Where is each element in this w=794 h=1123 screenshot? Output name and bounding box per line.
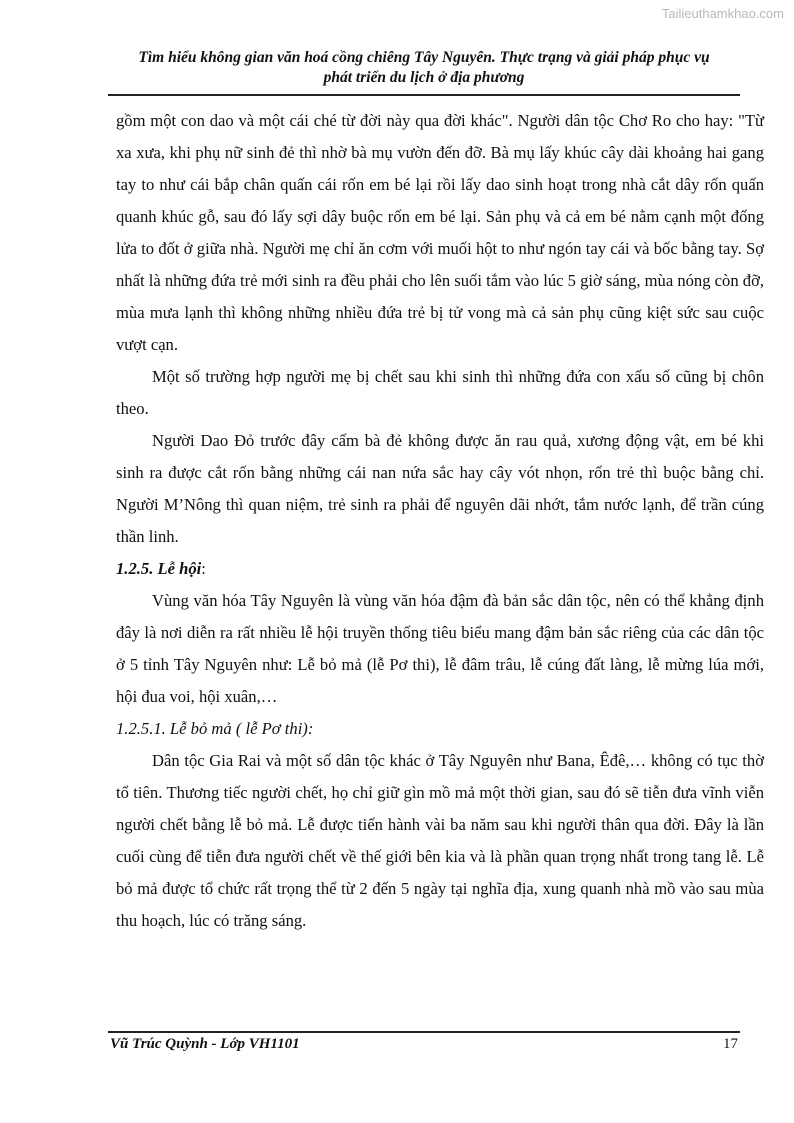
header-line-2: phát triển du lịch ở địa phương	[323, 69, 525, 86]
header-line-1: Tìm hiểu không gian văn hoá cồng chiêng Tây Nguyên. Thực trạng và giải pháp phục vụ	[138, 49, 710, 66]
running-header	[108, 48, 740, 88]
paragraph-2: Một số trường hợp người mẹ bị chết sau khi sinh thì những đứa con xấu số cũng bị chôn theo.	[116, 367, 764, 418]
footer-author: Vũ Trúc Quỳnh - Lớp VH1101	[110, 1036, 300, 1052]
paragraph-3: Người Dao Đỏ trước đây cấm bà đẻ không được ăn rau quả, xương động vật, em bé khi sinh ra được cắt rốn bằng những cái nan nứa sắc hay cây vót nhọn, rốn trẻ thì buộc bằng chỉ. Người M’Nông thì quan niệm, trẻ sinh ra phải để nguyên dãi nhớt, tắm nước lạnh, để trần cúng thần linh.	[116, 431, 764, 546]
paragraph-4: Vùng văn hóa Tây Nguyên là vùng văn hóa đậm đà bản sắc dân tộc, nên có thể khẳng định đây là nơi diễn ra rất nhiều lễ hội truyền thống tiêu biểu mang đậm bản sắc riêng của các dân tộc ở 5 tỉnh Tây Nguyên như: Lễ bỏ mả (lễ Pơ thi), lễ đâm trâu, lễ cúng đất làng, lễ mừng lúa mới, hội đua voi, hội xuân,…	[116, 591, 764, 706]
footer-rule	[108, 1031, 740, 1033]
section-heading-1-2-5	[116, 553, 764, 585]
subsection-heading-1-2-5-1: 1.2.5.1. Lễ bỏ mả ( lễ Pơ thi):	[116, 719, 314, 738]
header-rule	[108, 94, 740, 96]
paragraph-1: gồm một con dao và một cái ché từ đời này qua đời khác". Người dân tộc Chơ Ro cho hay: "Từ xa xưa, khi phụ nữ sinh đẻ thì nhờ bà mụ vườn đến đỡ. Bà mụ lấy khúc cây dài khoảng hai gang tay to như cái bắp chân quấn cái rốn em bé lại rồi lấy dao sinh hoạt trong nhà cắt dây rốn quấn quanh khúc gỗ, sau đó lấy sợi dây buộc rốn em bé lại. Sản phụ và cả em bé nằm cạnh một đống lửa to đốt ở giữa nhà. Người mẹ chỉ ăn cơm với muối hột to như ngón tay cái và bốc bằng tay. Sợ nhất là những đứa trẻ mới sinh ra đều phải cho lên suối tắm vào lúc 5 giờ sáng, mùa nóng còn đỡ, mùa mưa lạnh thì không những nhiều đứa trẻ bị tử vong mà cả sản phụ cũng kiệt sức sau cuộc vượt cạn.	[116, 111, 765, 354]
paragraph-5: Dân tộc Gia Rai và một số dân tộc khác ở Tây Nguyên như Bana, Êđê,… không có tục thờ tổ tiên. Thương tiếc người chết, họ chỉ giữ gìn mồ mả một thời gian, sau đó sẽ tiễn đưa vĩnh viễn người chết bằng lễ bỏ mả. Lễ được tiến hành vài ba năm sau khi người thân qua đời. Đây là lần cuối cùng để tiễn đưa người chết về thế giới bên kia và là phần quan trọng nhất trong tang lễ. Lễ bỏ mả được tổ chức rất trọng thể từ 2 đến 5 ngày tại nghĩa địa, xung quanh nhà mồ vào sau mùa thu hoạch, lúc có trăng sáng.	[116, 751, 764, 930]
section-heading-colon: :	[201, 559, 206, 578]
document-body	[116, 105, 764, 937]
page-number: 17	[723, 1036, 738, 1052]
watermark: Tailieuthamkhao.com	[661, 6, 784, 21]
section-heading-text: 1.2.5. Lễ hội	[116, 559, 202, 578]
